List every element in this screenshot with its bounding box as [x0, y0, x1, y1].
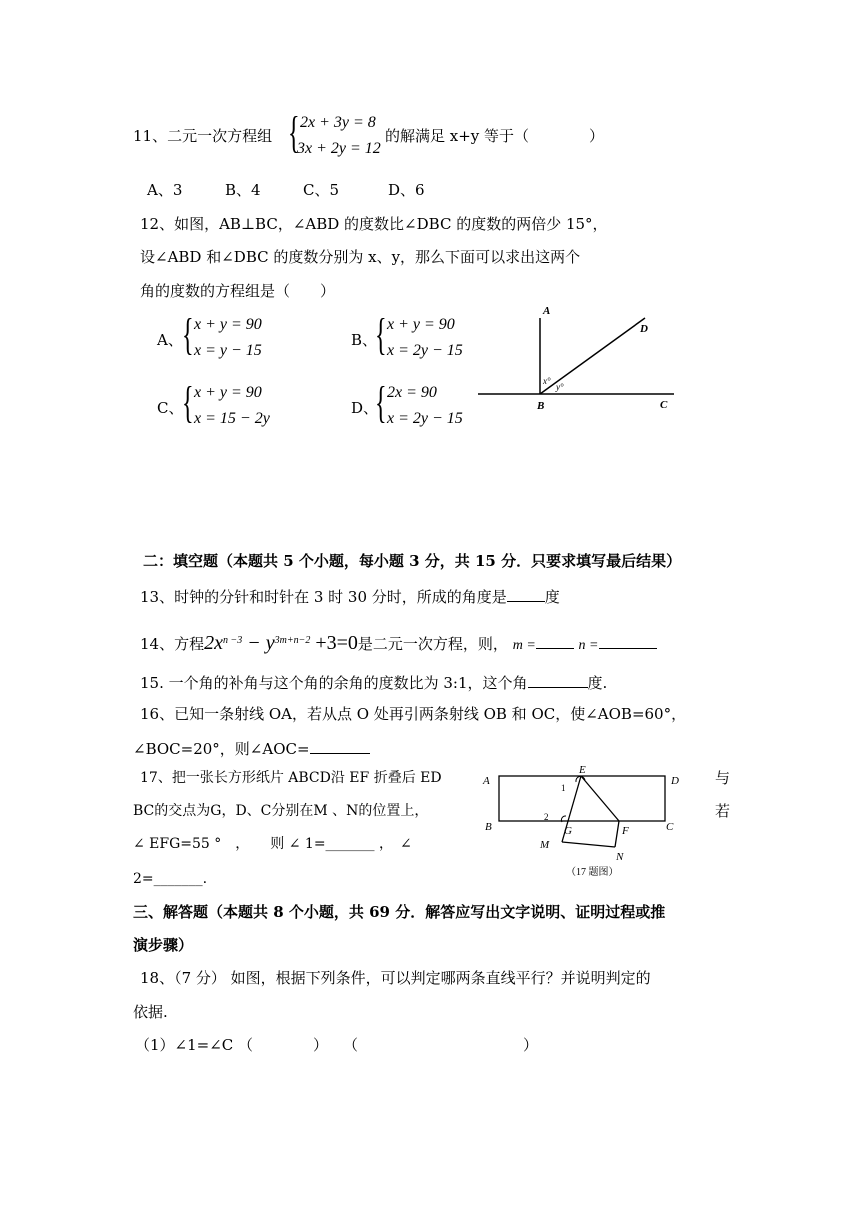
label-d: D	[640, 323, 648, 335]
q15-unit: 度.	[587, 674, 608, 692]
q17-line4: 2=_______.	[133, 871, 208, 887]
q14-question	[140, 627, 657, 660]
q12-option-d-eq1: 2x = 90	[387, 384, 437, 401]
figure-caption: （17 题图）	[566, 867, 619, 878]
q11-option-b: B、4	[225, 181, 261, 199]
q11-option-c: C、5	[303, 181, 340, 199]
q14-term2-exponent: 3m+n−2	[274, 635, 311, 646]
q15-blank	[528, 671, 588, 688]
label-e: E	[579, 764, 586, 776]
q12-option-d-eq2: x = 2y − 15	[387, 410, 463, 427]
q11-eq1: 2x + 3y = 8	[300, 114, 376, 131]
label-2: 2	[544, 812, 549, 822]
label-m: M	[540, 839, 550, 851]
q18-line3: （1）∠1=∠C （ ） （ ）	[135, 1036, 539, 1054]
label-d: D	[671, 775, 679, 787]
q12-option-d-label: D、	[351, 399, 379, 417]
q12-option-c-label: C、	[157, 399, 184, 417]
q14-term1-exponent: n −3	[222, 635, 243, 646]
label-1: 1	[561, 783, 566, 793]
label-a: A	[483, 775, 490, 787]
q14-tail: +3=0	[310, 632, 358, 654]
q11-brace: {	[288, 108, 300, 157]
q13-text: 13、时钟的分针和时针在 3 时 30 分时，所成的角度是	[140, 588, 507, 606]
q11-prefix: 11、二元一次方程组	[133, 127, 273, 145]
line-fn	[615, 821, 619, 847]
q12-option-a-brace: {	[182, 310, 194, 359]
q14-n-label: n =	[578, 638, 599, 653]
rectangle-abcd	[499, 776, 665, 821]
label-y: y°	[556, 382, 564, 392]
q16-line1: 16、已知一条射线 OA，若从点 O 处再引两条射线 OB 和 OC，使∠AOB=60°，	[140, 705, 687, 723]
q12-option-a-label: A、	[157, 331, 183, 349]
label-x: x°	[543, 376, 551, 386]
fold-line-ef	[581, 776, 619, 821]
section2-heading: 二：填空题（本题共 5 个小题，每小题 3 分，共 15 分．只要求填写最后结果）	[143, 552, 682, 570]
q12-line1: 12、如图，AB⊥BC，∠ABD 的度数比∠DBC 的度数的两倍少 15°，	[140, 215, 608, 233]
q17-line2-left: BC的交点为G，D、C分别在M 、N的位置上，	[133, 803, 429, 819]
q16-line2	[133, 737, 370, 759]
q11-option-d: D、6	[388, 181, 425, 199]
label-f: F	[622, 825, 629, 837]
q14-minus: −	[242, 632, 266, 654]
q12-option-b-label: B、	[351, 331, 378, 349]
q16-text: ∠BOC=20°，则∠AOC=	[133, 740, 310, 758]
q12-option-c-eq1: x + y = 90	[194, 384, 262, 401]
q18-line2: 依据.	[133, 1003, 168, 1021]
line-mn	[562, 842, 615, 847]
q15-text: 15. 一个角的补角与这个角的余角的度数比为 3:1，这个角	[140, 674, 528, 692]
q12-line2: 设∠ABD 和∠DBC 的度数分别为 x、y，那么下面可以求出这两个	[140, 248, 581, 266]
q16-blank	[310, 737, 370, 754]
q12-option-c-brace: {	[182, 378, 194, 427]
q15-question	[140, 671, 607, 693]
label-b: B	[485, 821, 492, 833]
q12-option-b-eq1: x + y = 90	[387, 316, 455, 333]
q17-line2-right: 若	[715, 802, 731, 820]
label-g: G	[564, 825, 572, 837]
label-c: C	[660, 399, 668, 411]
q12-option-b-eq2: x = 2y − 15	[387, 342, 463, 359]
q11-suffix: 的解满足 x+y 等于（ ）	[385, 127, 605, 145]
section3-line2: 演步骤）	[133, 936, 194, 954]
q11-option-a: A、3	[147, 181, 183, 199]
q14-n-blank	[599, 632, 657, 649]
q18-line1: 18、（7 分） 如图，根据下列条件，可以判定哪两条直线平行？并说明判定的	[140, 969, 651, 987]
q13-blank	[507, 585, 545, 602]
q12-option-b-brace: {	[375, 310, 387, 359]
q17-line1-left: 17、把一张长方形纸片 ABCD沿 EF 折叠后 ED	[140, 770, 442, 786]
q12-option-d-brace: {	[375, 378, 387, 427]
q12-option-a-eq2: x = y − 15	[194, 342, 262, 359]
q14-term1: 2x	[204, 632, 223, 654]
q13-unit: 度	[544, 588, 560, 606]
label-a: A	[543, 305, 551, 317]
q17-line1-right: 与	[715, 769, 731, 787]
q14-term2: y	[265, 632, 275, 654]
q12-line3: 角的度数的方程组是（ ）	[140, 282, 336, 300]
label-b: B	[537, 400, 545, 412]
q17-fold-figure	[478, 762, 698, 878]
section3-line1: 三、解答题（本题共 8 个小题，共 69 分．解答应写出文字说明、证明过程或推	[133, 903, 666, 921]
q14-m-label: m =	[512, 638, 536, 653]
q13-question	[140, 585, 560, 607]
q14-suffix: 是二元一次方程，则，	[357, 635, 508, 653]
q14-prefix: 14、方程	[140, 635, 205, 653]
q11-eq2: 3x + 2y = 12	[297, 140, 381, 157]
q14-m-blank	[536, 632, 574, 649]
q17-line3: ∠ EFG=55 ° ， 则 ∠ 1=_______ ， ∠	[133, 836, 412, 852]
label-c: C	[666, 821, 674, 833]
label-n: N	[616, 851, 624, 863]
q12-option-a-eq1: x + y = 90	[194, 316, 262, 333]
q12-option-c-eq2: x = 15 − 2y	[194, 410, 270, 427]
q12-angle-figure	[470, 300, 685, 420]
